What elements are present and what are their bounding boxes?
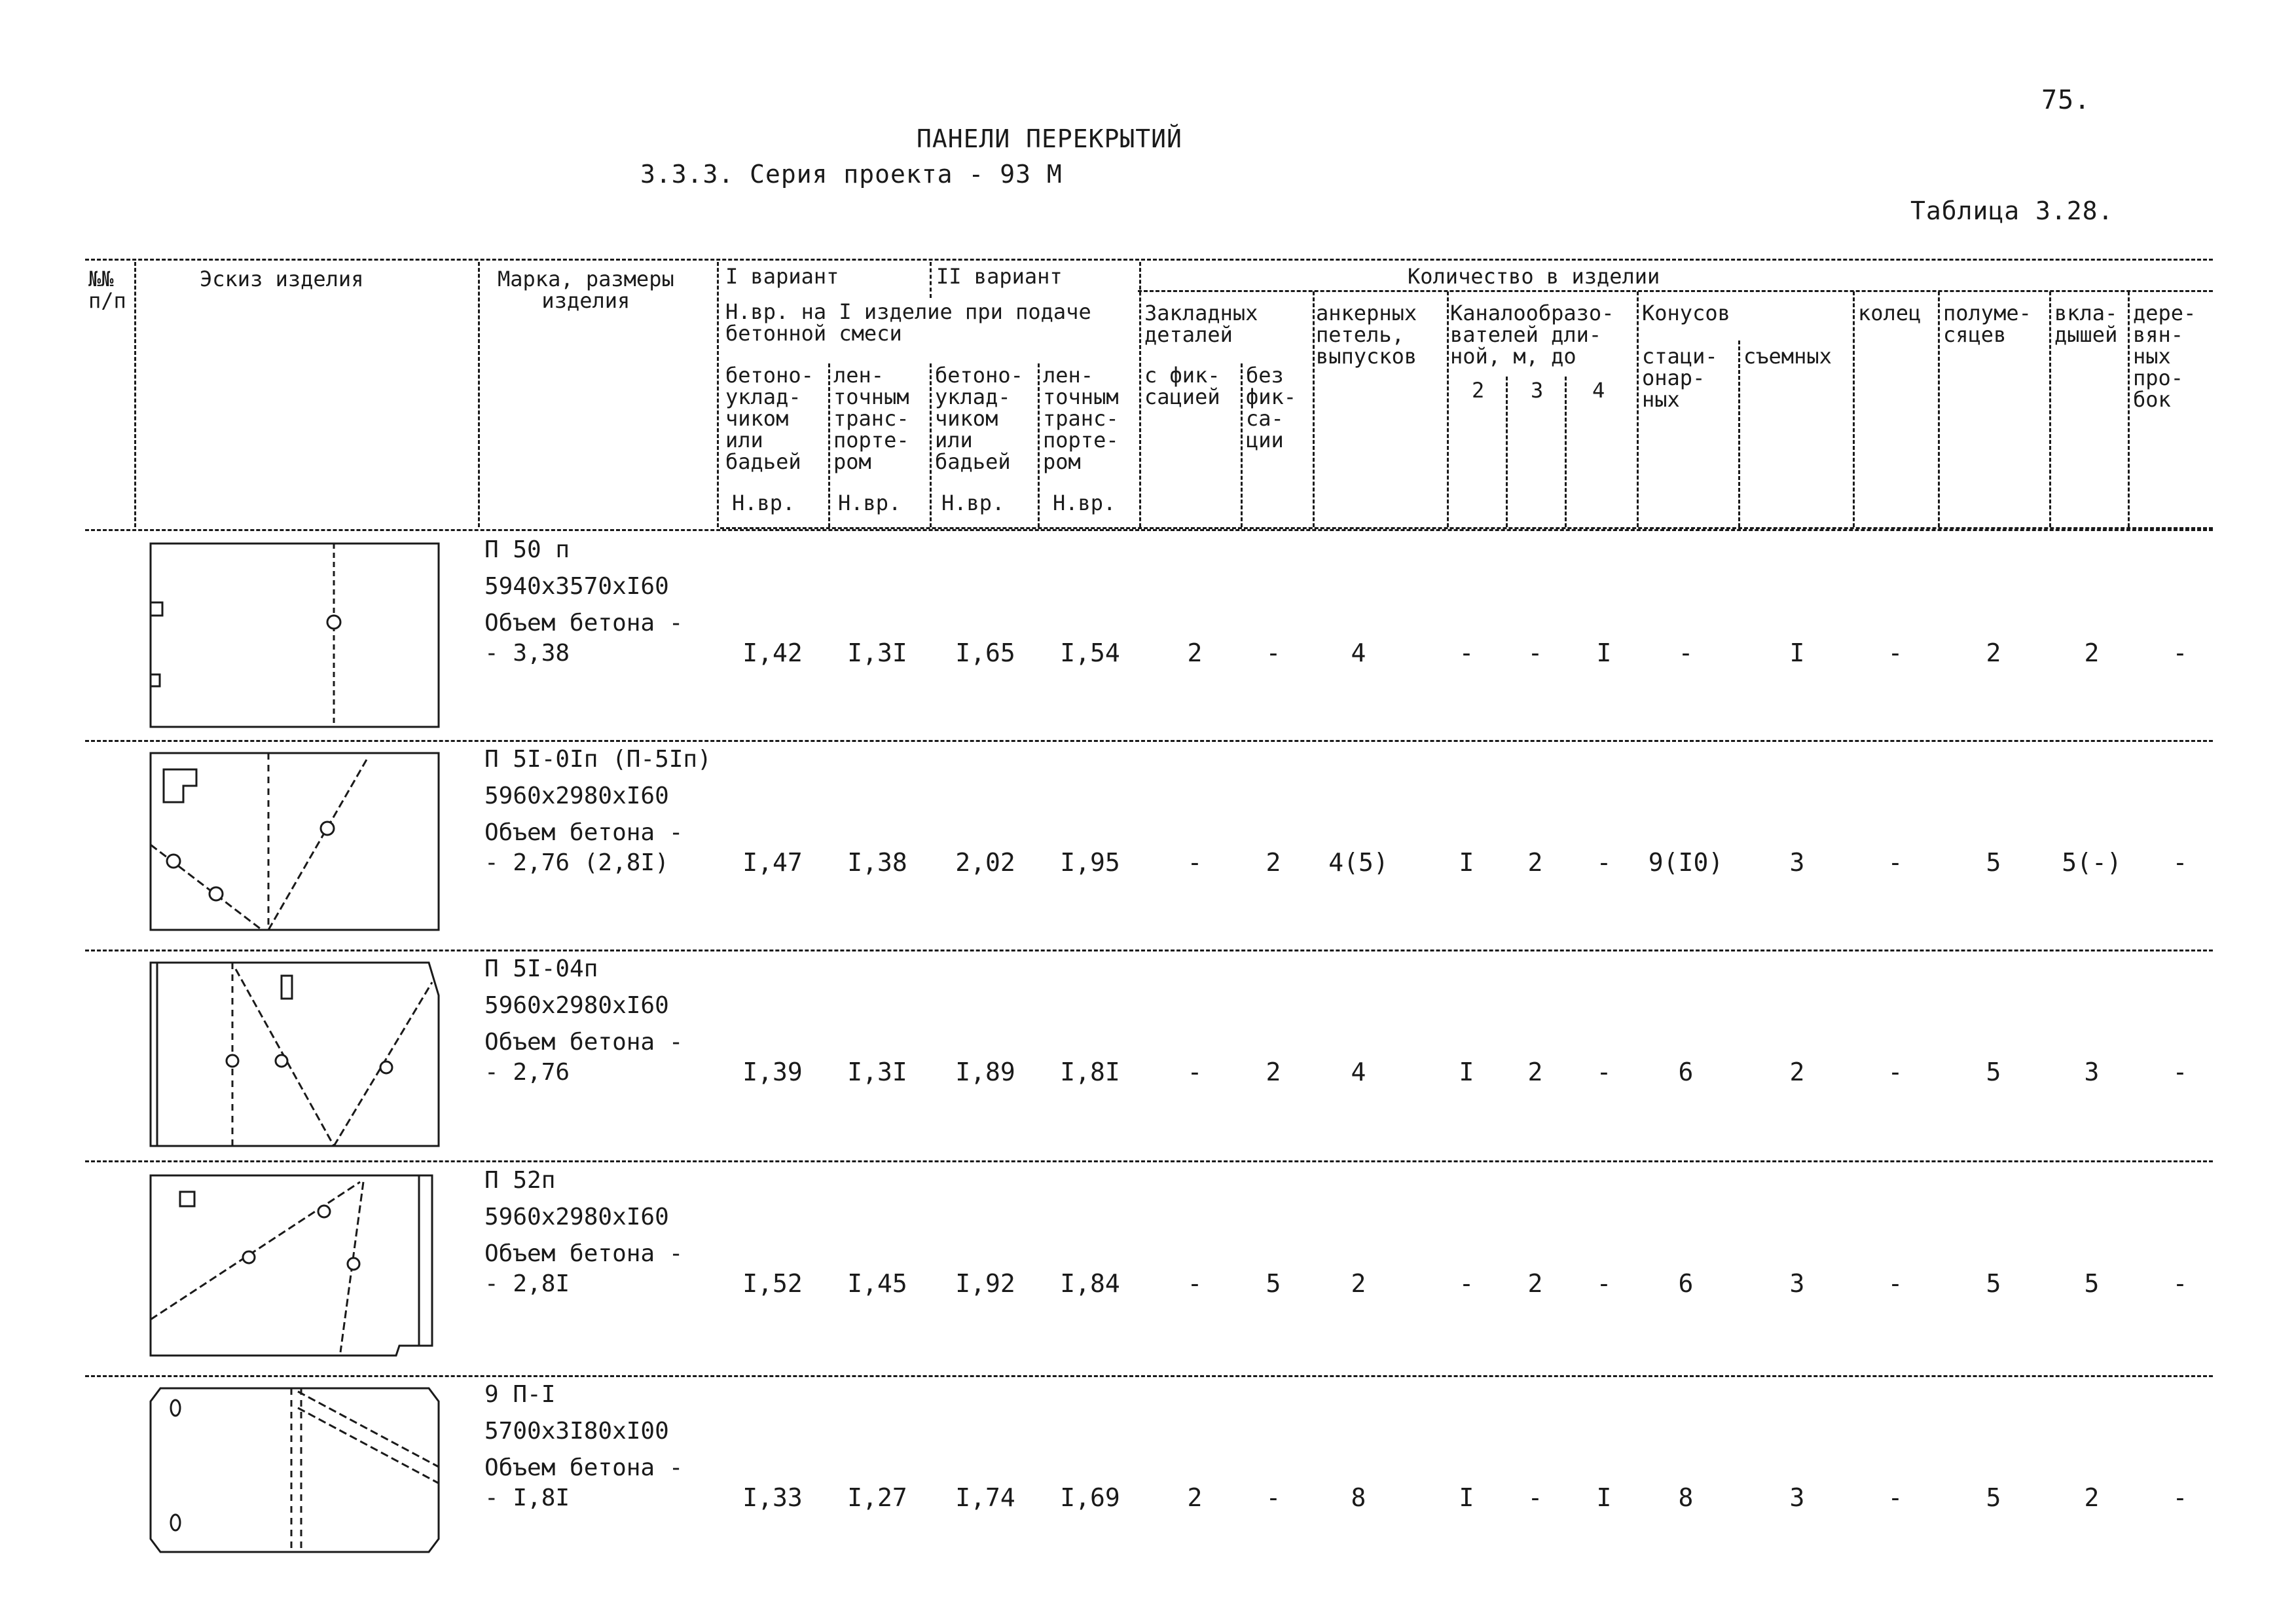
row-2-col-10: - bbox=[1596, 848, 1612, 877]
row-5-volume: - I,8I bbox=[484, 1485, 570, 1511]
row-3-col-15: 3 bbox=[2084, 1058, 2100, 1086]
row-4-sketch bbox=[144, 1169, 445, 1365]
row-1-volume-label: Объем бетона - bbox=[484, 610, 683, 637]
row-1-col-2: I,3I bbox=[847, 638, 907, 667]
row-2-volume: - 2,76 (2,8I) bbox=[484, 849, 669, 876]
row-5-size: 5700х3I80хI00 bbox=[484, 1418, 669, 1445]
row-3-col-5: - bbox=[1187, 1058, 1203, 1086]
row-4-col-6: 5 bbox=[1266, 1269, 1281, 1298]
row-3-col-10: - bbox=[1596, 1058, 1612, 1086]
row-5-col-10: I bbox=[1596, 1483, 1612, 1512]
row-3-mark: П 5I-04п bbox=[484, 955, 598, 982]
header-embedded: Закладных деталей bbox=[1144, 301, 1258, 347]
row-5-col-8: I bbox=[1459, 1483, 1474, 1512]
row-1-col-5: 2 bbox=[1187, 638, 1203, 667]
row-3-col-9: 2 bbox=[1527, 1058, 1543, 1086]
row-4-col-10: - bbox=[1596, 1269, 1612, 1298]
row-5-col-12: 3 bbox=[1789, 1483, 1805, 1512]
row-2-col-3: 2,02 bbox=[955, 848, 1015, 877]
row-5-col-14: 5 bbox=[1986, 1483, 2001, 1512]
row-1-col-1: I,42 bbox=[742, 638, 803, 667]
row-5-col-9: - bbox=[1527, 1483, 1543, 1512]
row-4-mark: П 52п bbox=[484, 1167, 556, 1194]
row-4-col-13: - bbox=[1887, 1269, 1903, 1298]
row-4-col-15: 5 bbox=[2084, 1269, 2100, 1298]
header-nvr-1: Н.вр. bbox=[732, 490, 795, 515]
row-5-col-11: 8 bbox=[1678, 1483, 1694, 1512]
header-cone-removable: съемных bbox=[1743, 344, 1832, 369]
row-3-col-2: I,3I bbox=[847, 1058, 907, 1086]
row-5-col-16: - bbox=[2172, 1483, 2188, 1512]
row-1-col-3: I,65 bbox=[955, 638, 1015, 667]
row-3-col-12: 2 bbox=[1789, 1058, 1805, 1086]
row-1-volume: - 3,38 bbox=[484, 640, 570, 667]
row-2-volume-label: Объем бетона - bbox=[484, 819, 683, 846]
header-nvr-note: Н.вр. на I изделие при подаче бетонной смеси bbox=[725, 299, 1091, 346]
header-variant-1: I вариант bbox=[725, 264, 839, 289]
header-sketch: Эскиз изделия bbox=[200, 267, 364, 291]
row-3-col-1: I,39 bbox=[742, 1058, 803, 1086]
row-1-col-9: - bbox=[1527, 638, 1543, 667]
row-4-col-9: 2 bbox=[1527, 1269, 1543, 1298]
header-num: №№ п/п bbox=[88, 267, 126, 313]
row-4-col-4: I,84 bbox=[1060, 1269, 1120, 1298]
row-5-col-7: 8 bbox=[1351, 1483, 1366, 1512]
row-2-col-15: 5(-) bbox=[2062, 848, 2122, 877]
row-4-col-8: - bbox=[1459, 1269, 1474, 1298]
row-1-col-11: - bbox=[1678, 638, 1694, 667]
row-5-col-1: I,33 bbox=[742, 1483, 803, 1512]
row-5-sketch bbox=[144, 1382, 445, 1559]
row-3-volume: - 2,76 bbox=[484, 1059, 570, 1086]
row-2-col-14: 5 bbox=[1986, 848, 2001, 877]
header-cones: Конусов bbox=[1642, 301, 1730, 325]
row-2-sketch bbox=[144, 747, 445, 943]
row-2-col-11: 9(I0) bbox=[1648, 848, 1724, 877]
row-3-sketch bbox=[144, 956, 445, 1153]
row-1-sketch bbox=[144, 537, 445, 733]
table-label: Таблица 3.28. bbox=[1910, 196, 2114, 225]
header-v2-placer: бетоно- уклад- чиком или бадьей bbox=[935, 363, 1023, 474]
row-1-col-15: 2 bbox=[2084, 638, 2100, 667]
header-with-fix: с фик- сацией bbox=[1144, 363, 1220, 409]
row-2-col-2: I,38 bbox=[847, 848, 907, 877]
row-4-col-5: - bbox=[1187, 1269, 1203, 1298]
row-1-col-10: I bbox=[1596, 638, 1612, 667]
row-5-col-4: I,69 bbox=[1060, 1483, 1120, 1512]
row-2-col-4: I,95 bbox=[1060, 848, 1120, 877]
row-3-col-6: 2 bbox=[1266, 1058, 1281, 1086]
row-2-col-1: I,47 bbox=[742, 848, 803, 877]
row-1-size: 5940х3570хI60 bbox=[484, 573, 669, 600]
header-ch4: 4 bbox=[1592, 378, 1605, 403]
row-2-col-7: 4(5) bbox=[1328, 848, 1389, 877]
row-3-col-4: I,8I bbox=[1060, 1058, 1120, 1086]
header-quantity: Количество в изделии bbox=[1408, 264, 1660, 289]
row-1-col-13: - bbox=[1887, 638, 1903, 667]
header-nvr-4: Н.вр. bbox=[1053, 490, 1116, 515]
header-plugs: дере- вян- ных про- бок bbox=[2133, 301, 2196, 412]
row-1-col-4: I,54 bbox=[1060, 638, 1120, 667]
row-5-mark: 9 П-I bbox=[484, 1381, 556, 1408]
row-4-col-2: I,45 bbox=[847, 1269, 907, 1298]
row-2-col-6: 2 bbox=[1266, 848, 1281, 877]
header-ch3: 3 bbox=[1531, 378, 1544, 403]
header-cone-fixed: стаци- онар- ных bbox=[1642, 344, 1718, 412]
header-half-moons: полуме- сяцев bbox=[1943, 301, 2032, 347]
header-v1-placer: бетоно- уклад- чиком или бадьей bbox=[725, 363, 814, 474]
page-subtitle: 3.3.3. Серия проекта - 93 М bbox=[640, 160, 1063, 189]
header-nvr-2: Н.вр. bbox=[838, 490, 902, 515]
row-2-col-9: 2 bbox=[1527, 848, 1543, 877]
row-3-col-7: 4 bbox=[1351, 1058, 1366, 1086]
row-4-col-7: 2 bbox=[1351, 1269, 1366, 1298]
row-4-col-11: 6 bbox=[1678, 1269, 1694, 1298]
row-5-col-15: 2 bbox=[2084, 1483, 2100, 1512]
row-2-mark: П 5I-0Iп (П-5Iп) bbox=[484, 746, 712, 773]
row-4-col-16: - bbox=[2172, 1269, 2188, 1298]
row-4-volume-label: Объем бетона - bbox=[484, 1240, 683, 1267]
row-5-col-2: I,27 bbox=[847, 1483, 907, 1512]
header-v2-belt: лен- точным транс- порте- ром bbox=[1043, 363, 1119, 474]
row-1-col-8: - bbox=[1459, 638, 1474, 667]
row-4-volume: - 2,8I bbox=[484, 1270, 570, 1297]
row-2-col-5: - bbox=[1187, 848, 1203, 877]
row-4-col-3: I,92 bbox=[955, 1269, 1015, 1298]
row-3-col-11: 6 bbox=[1678, 1058, 1694, 1086]
header-v1-belt: лен- точным транс- порте- ром bbox=[833, 363, 909, 474]
row-2-col-16: - bbox=[2172, 848, 2188, 877]
header-ch2: 2 bbox=[1472, 378, 1485, 403]
row-5-col-6: - bbox=[1266, 1483, 1281, 1512]
page-title: ПАНЕЛИ ПЕРЕКРЫТИЙ bbox=[917, 124, 1182, 153]
row-4-col-12: 3 bbox=[1789, 1269, 1805, 1298]
row-3-col-13: - bbox=[1887, 1058, 1903, 1086]
row-1-col-6: - bbox=[1266, 638, 1281, 667]
row-5-volume-label: Объем бетона - bbox=[484, 1454, 683, 1481]
row-3-col-3: I,89 bbox=[955, 1058, 1015, 1086]
row-3-volume-label: Объем бетона - bbox=[484, 1029, 683, 1056]
row-4-col-14: 5 bbox=[1986, 1269, 2001, 1298]
row-5-col-3: I,74 bbox=[955, 1483, 1015, 1512]
row-2-col-13: - bbox=[1887, 848, 1903, 877]
row-3-col-16: - bbox=[2172, 1058, 2188, 1086]
row-4-col-1: I,52 bbox=[742, 1269, 803, 1298]
header-rings: колец bbox=[1858, 301, 1922, 325]
row-3-col-8: I bbox=[1459, 1058, 1474, 1086]
row-1-col-12: I bbox=[1789, 638, 1805, 667]
row-4-size: 5960х2980хI60 bbox=[484, 1204, 669, 1230]
page-number: 75. bbox=[2041, 85, 2091, 115]
row-3-size: 5960х2980хI60 bbox=[484, 992, 669, 1019]
row-1-col-14: 2 bbox=[1986, 638, 2001, 667]
row-5-col-13: - bbox=[1887, 1483, 1903, 1512]
row-2-col-12: 3 bbox=[1789, 848, 1805, 877]
header-without-fix: без фик- са- ции bbox=[1246, 363, 1297, 452]
row-3-col-14: 5 bbox=[1986, 1058, 2001, 1086]
row-2-size: 5960х2980хI60 bbox=[484, 783, 669, 809]
header-mark: Марка, размеры изделия bbox=[498, 267, 674, 313]
header-anchor: анкерных петель, выпусков bbox=[1316, 301, 1417, 369]
row-2-col-8: I bbox=[1459, 848, 1474, 877]
row-1-col-16: - bbox=[2172, 638, 2188, 667]
header-channel: Каналообразо- вателей дли- ной, м, до bbox=[1450, 301, 1614, 369]
row-1-col-7: 4 bbox=[1351, 638, 1366, 667]
header-variant-2: II вариант bbox=[936, 264, 1063, 289]
header-inserts: вкла- дышей bbox=[2054, 301, 2118, 347]
row-5-col-5: 2 bbox=[1187, 1483, 1203, 1512]
header-nvr-3: Н.вр. bbox=[941, 490, 1005, 515]
row-1-mark: П 50 п bbox=[484, 536, 570, 563]
